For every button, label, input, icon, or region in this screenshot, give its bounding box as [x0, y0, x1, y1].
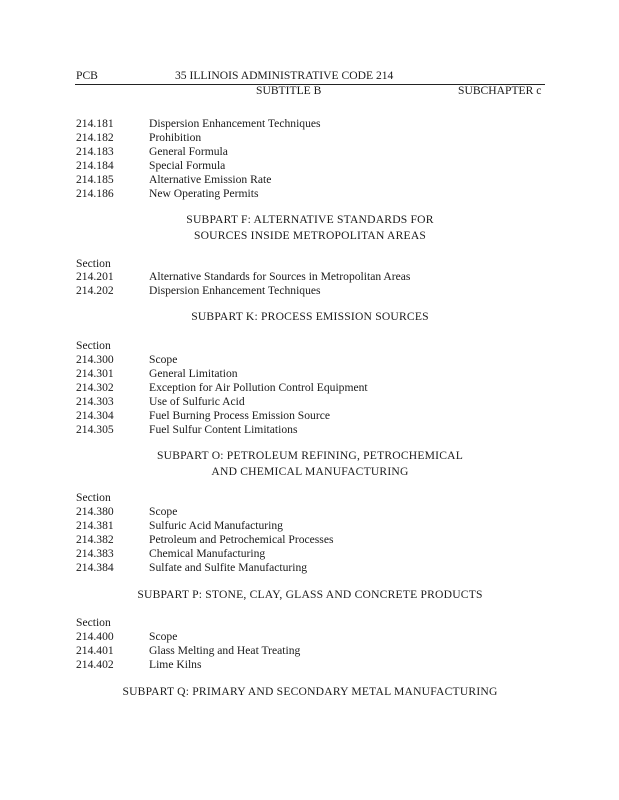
section-title: Fuel Sulfur Content Limitations [149, 423, 298, 436]
section-number: 214.184 [76, 159, 114, 172]
subpart-heading: SUBPART K: PROCESS EMISSION SOURCES [191, 310, 429, 323]
section-number: 214.401 [76, 644, 114, 657]
section-number: 214.304 [76, 409, 114, 422]
section-title: Petroleum and Petrochemical Processes [149, 533, 334, 546]
subpart-heading: SUBPART O: PETROLEUM REFINING, PETROCHEMICAL AND CHEMICAL MANUFACTURING [156, 449, 464, 478]
section-title: Prohibition [149, 131, 202, 144]
section-title: New Operating Permits [149, 187, 259, 200]
section-title: Fuel Burning Process Emission Source [149, 409, 330, 422]
section-title: General Formula [149, 145, 228, 158]
subpart-heading: SUBPART P: STONE, CLAY, GLASS AND CONCRETE PRODUCTS [137, 588, 483, 601]
section-title: General Limitation [149, 367, 238, 380]
header-subtitle: SUBTITLE B [256, 84, 322, 97]
section-label: Section [76, 616, 111, 629]
section-number: 214.300 [76, 353, 114, 366]
section-title: Alternative Standards for Sources in Metropolitan Areas [149, 270, 411, 283]
section-number: 214.302 [76, 381, 114, 394]
section-number: 214.382 [76, 533, 114, 546]
section-title: Sulfate and Sulfite Manufacturing [149, 561, 308, 574]
section-title: Dispersion Enhancement Techniques [149, 284, 321, 297]
section-title: Scope [149, 505, 178, 518]
section-label: Section [76, 257, 111, 270]
subpart-heading: SUBPART Q: PRIMARY AND SECONDARY METAL MANUFACTURING [122, 685, 498, 698]
section-number: 214.185 [76, 173, 114, 186]
section-title: Special Formula [149, 159, 226, 172]
section-number: 214.383 [76, 547, 114, 560]
section-title: Use of Sulfuric Acid [149, 395, 245, 408]
section-number: 214.384 [76, 561, 114, 574]
section-number: 214.201 [76, 270, 114, 283]
section-number: 214.380 [76, 505, 114, 518]
section-number: 214.182 [76, 131, 114, 144]
header-subchapter: SUBCHAPTER c [458, 84, 542, 97]
section-number: 214.183 [76, 145, 114, 158]
section-number: 214.381 [76, 519, 114, 532]
section-number: 214.186 [76, 187, 114, 200]
section-title: Scope [149, 353, 178, 366]
section-number: 214.181 [76, 117, 114, 130]
section-number: 214.305 [76, 423, 114, 436]
section-title: Sulfuric Acid Manufacturing [149, 519, 283, 532]
section-title: Scope [149, 630, 178, 643]
section-title: Chemical Manufacturing [149, 547, 266, 560]
section-title: Exception for Air Pollution Control Equipment [149, 381, 368, 394]
section-number: 214.402 [76, 658, 114, 671]
section-title: Lime Kilns [149, 658, 202, 671]
section-title: Alternative Emission Rate [149, 173, 272, 186]
subpart-heading: SUBPART F: ALTERNATIVE STANDARDS FOR SOURCES INSIDE METROPOLITAN AREAS [186, 213, 434, 242]
section-number: 214.202 [76, 284, 114, 297]
section-label: Section [76, 491, 111, 504]
section-number: 214.400 [76, 630, 114, 643]
section-number: 214.303 [76, 395, 114, 408]
section-title: Glass Melting and Heat Treating [149, 644, 301, 657]
header-code-title: 35 ILLINOIS ADMINISTRATIVE CODE 214 [175, 69, 394, 82]
section-number: 214.301 [76, 367, 114, 380]
section-title: Dispersion Enhancement Techniques [149, 117, 321, 130]
header-agency: PCB [76, 69, 98, 82]
section-label: Section [76, 339, 111, 352]
